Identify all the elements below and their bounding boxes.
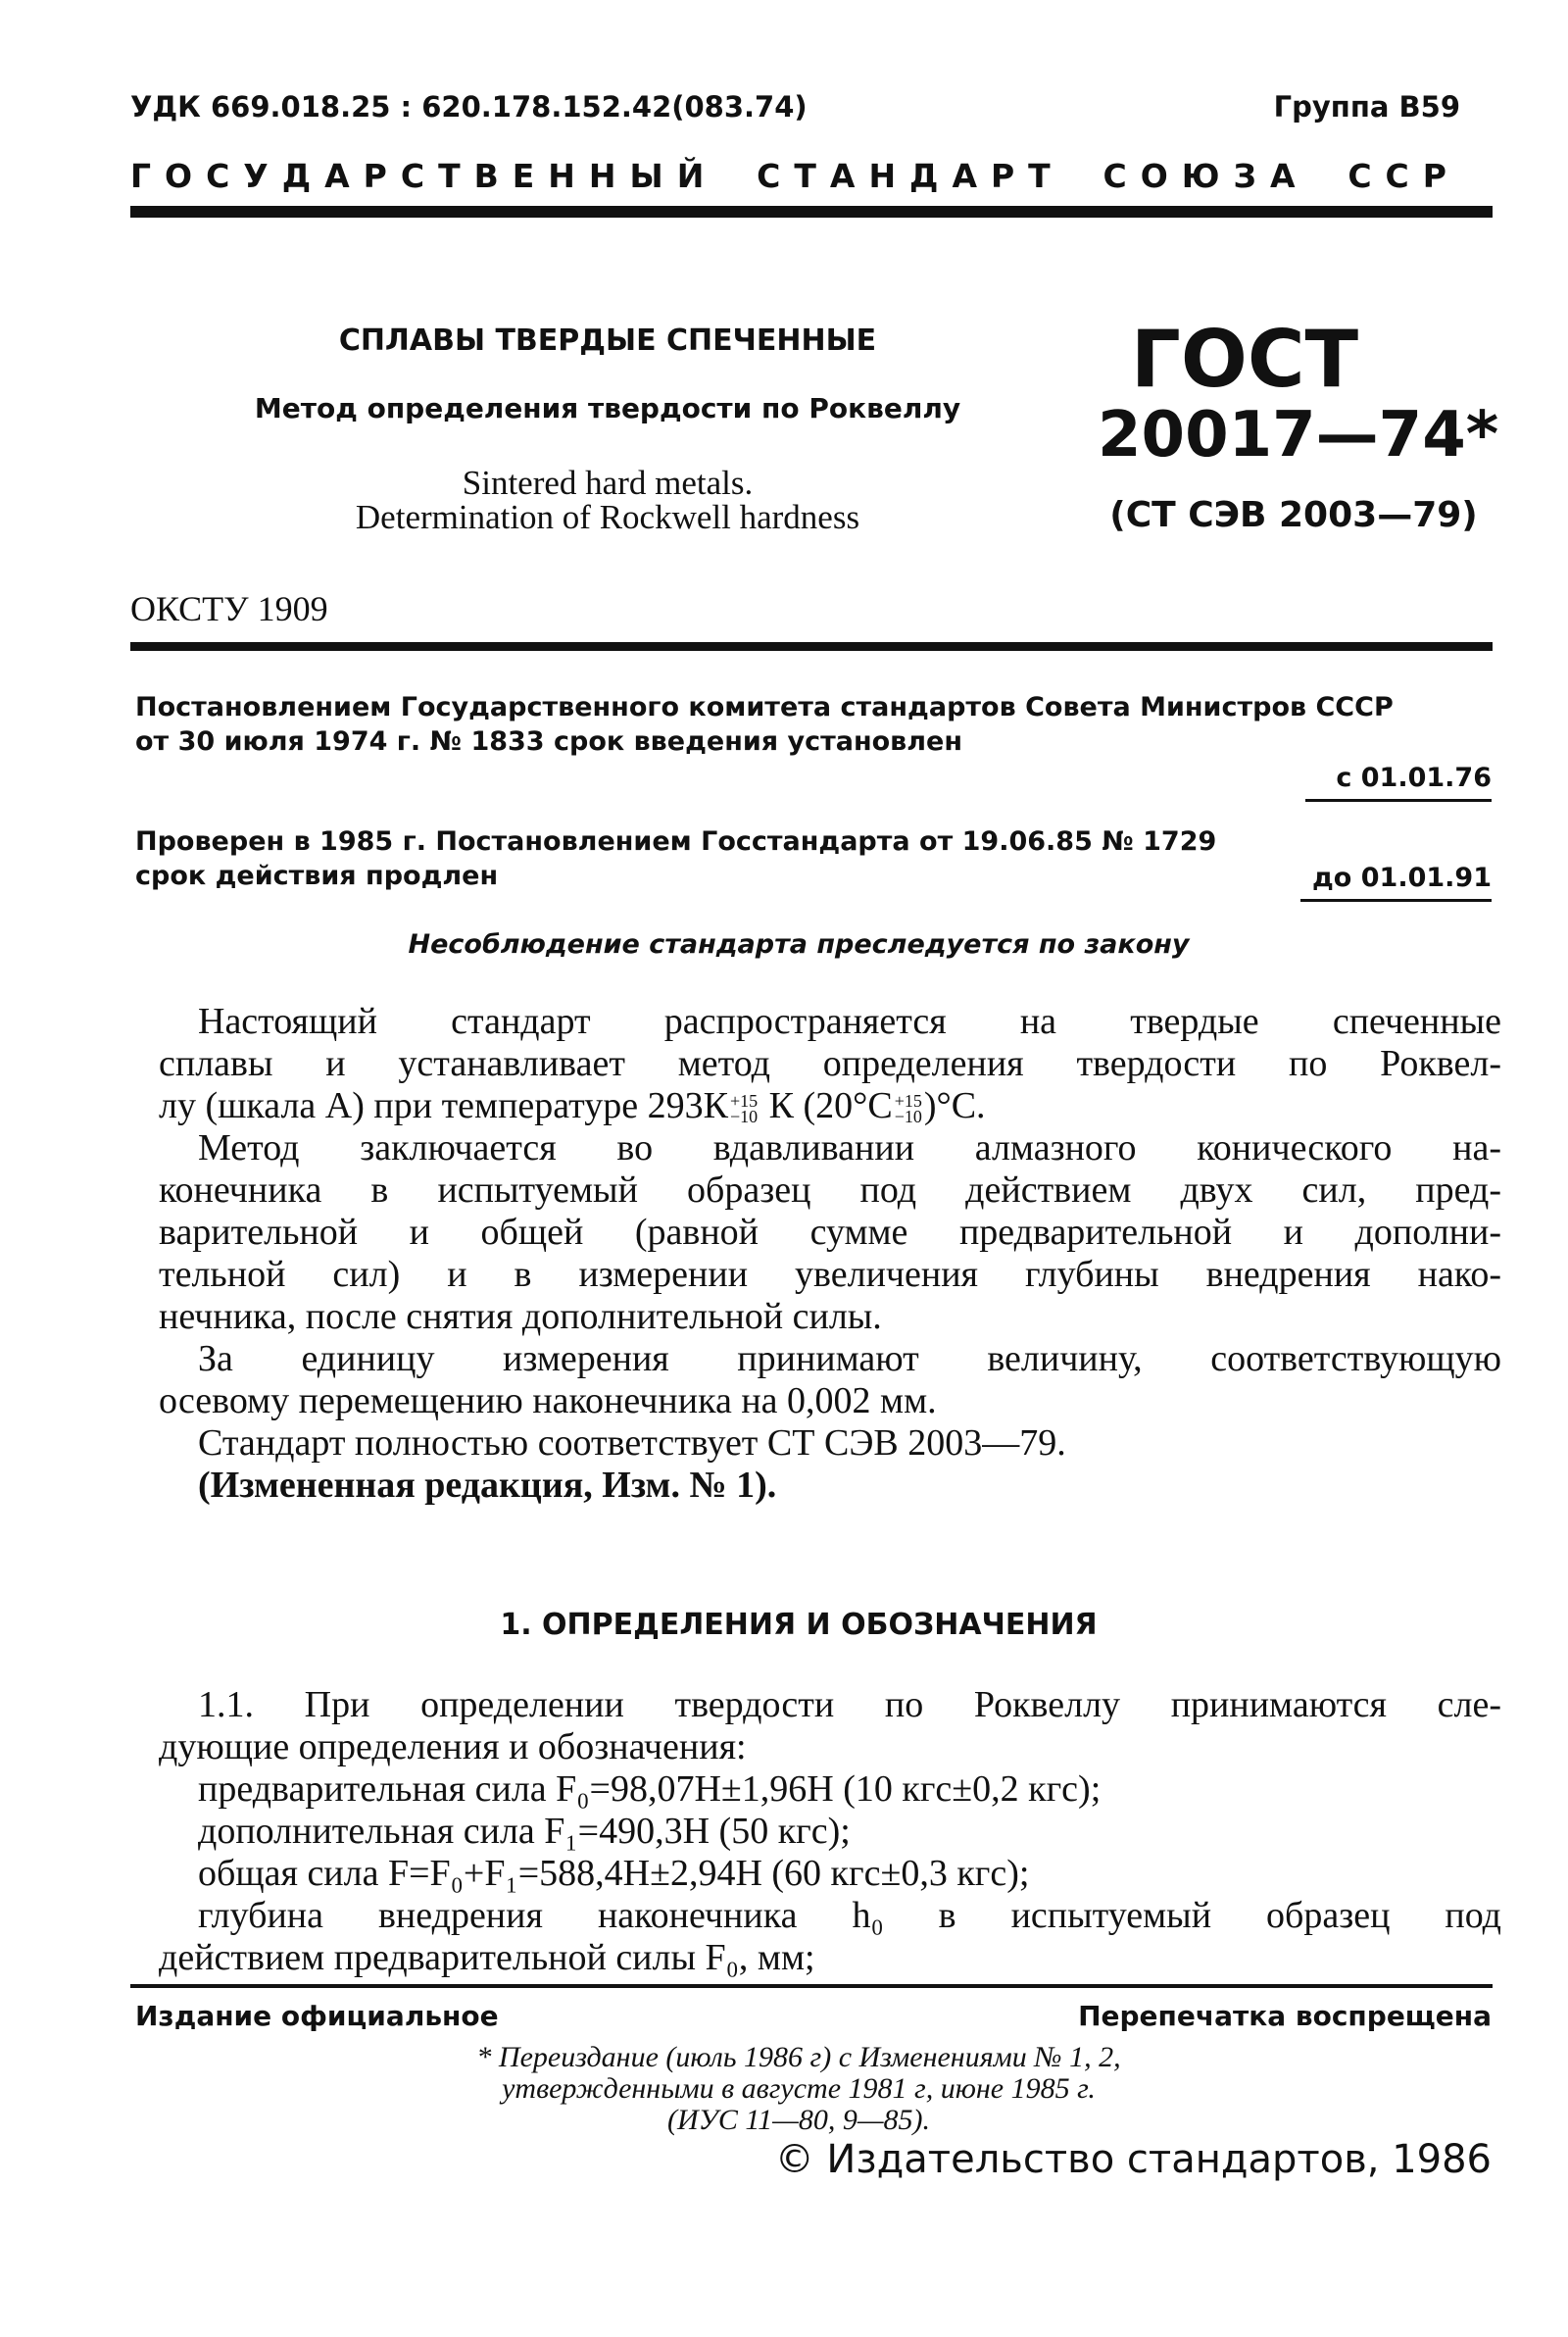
banner-word: СОЮЗА [1102, 157, 1309, 195]
state-standard-banner [130, 157, 1460, 195]
body-line: Метод заключается во вдавливании алмазного конического на- [198, 1127, 1501, 1168]
section-line: дующие определения и обозначения: [159, 1726, 747, 1767]
english-title-line: Determination of Rockwell hardness [355, 498, 860, 536]
section-line: 1.1. При определении твердости по Роквеллу принимаются сле- [198, 1684, 1501, 1725]
document-title: СПЛАВЫ ТВЕРДЫЕ СПЕЧЕННЫЕ [338, 323, 877, 358]
tolerance [894, 1091, 922, 1127]
section-heading: 1. ОПРЕДЕЛЕНИЯ И ОБОЗНАЧЕНИЯ [500, 1608, 1098, 1642]
tolerance [729, 1091, 759, 1127]
document-subtitle: Метод определения твердости по Роквеллу [254, 392, 961, 424]
decree-text: от 30 июля 1974 г. № 1833 срок введения установлен [135, 726, 963, 757]
footer-rule [130, 1984, 1493, 1988]
body-line: Стандарт полностью соответствует СТ СЭВ 2003—79. [198, 1422, 1066, 1464]
decree-text: Постановлением Государственного комитета стандартов Совета Министров СССР [135, 692, 1394, 722]
body-line: За единицу измерения принимают величину, соответствующую [198, 1338, 1501, 1379]
definition-line: предварительная сила F₀=98,07Н±1,96Н (10 кгс±0,2 кгс); [198, 1768, 1102, 1810]
banner-word: ССР [1348, 157, 1460, 195]
gost-label: ГОСТ [1130, 314, 1359, 405]
footnote-line: (ИУС 11—80, 9—85). [667, 2104, 930, 2136]
body-line: варительной и общей (равной сумме предварительной и дополни- [159, 1212, 1501, 1253]
body-line: конечника в испытуемый образец под действием двух сил, пред- [159, 1169, 1501, 1211]
footnote-line: утвержденными в августе 1981 г, июне 1985 г. [502, 2072, 1096, 2105]
decree-text: Проверен в 1985 г. Постановлением Госстандарта от 19.06.85 № 1729 [135, 826, 1217, 857]
tolerance-plus: +15 [729, 1091, 759, 1112]
body-line: Настоящий стандарт распространяется на твердые спеченные [198, 1001, 1501, 1042]
body-line: нечника, после снятия дополнительной силы. [159, 1296, 882, 1337]
effective-date: с 01.01.76 [1305, 763, 1492, 802]
amendment-note: (Измененная редакция, Изм. № 1). [198, 1465, 777, 1506]
body-line: осевому перемещению наконечника на 0,002 мм. [159, 1380, 937, 1421]
reprint-prohibited-label: Перепечатка воспрещена [1078, 2000, 1492, 2032]
definition-line: действием предварительной силы F₀, мм; [159, 1937, 815, 1978]
banner-word: ГОСУДАРСТВЕННЫЙ [130, 157, 718, 195]
title-rule [130, 642, 1493, 651]
okstu-code: ОКСТУ 1909 [130, 589, 328, 628]
banner-word: СТАНДАРТ [757, 157, 1064, 195]
tolerance-minus: −10 [729, 1107, 759, 1127]
sev-reference: (СТ СЭВ 2003—79) [1109, 495, 1478, 535]
temperature-text: К (20°С [768, 1085, 893, 1126]
group-code: Группа В59 [1273, 90, 1460, 124]
footnote-line: * Переиздание (июль 1986 г) с Изменениями № 1, 2, [476, 2041, 1121, 2073]
definition-line: глубина внедрения наконечника h₀ в испытуемый образец под [198, 1895, 1501, 1936]
body-line: сплавы и устанавливает метод определения твердости по Роквел- [159, 1043, 1501, 1084]
body-line: тельной сил) и в измерении увеличения глубины внедрения нако- [159, 1254, 1501, 1295]
temperature-text: лу (шкала А) при температуре 293К [159, 1085, 728, 1126]
official-edition-label: Издание официальное [135, 2000, 499, 2032]
english-title-line: Sintered hard metals. [462, 464, 754, 502]
law-notice: Несоблюдение стандарта преследуется по закону [408, 929, 1190, 960]
tolerance-minus: −10 [894, 1107, 922, 1127]
body-line-temperature [159, 1084, 1501, 1127]
decree-text: срок действия продлен [135, 861, 499, 891]
definition-line: дополнительная сила F₁=490,3Н (50 кгс); [198, 1811, 851, 1852]
tolerance-plus: +15 [894, 1091, 922, 1112]
header-rule [130, 206, 1493, 218]
publisher-copyright: © Издательство стандартов, 1986 [774, 2137, 1492, 2182]
temperature-text: )°С. [923, 1085, 986, 1126]
definition-line: общая сила F=F₀+F₁=588,4Н±2,94Н (60 кгс±0,3 кгс); [198, 1853, 1030, 1894]
gost-number: 20017—74* [1098, 399, 1499, 472]
extended-date: до 01.01.91 [1300, 863, 1492, 902]
udc-code: УДК 669.018.25 : 620.178.152.42(083.74) [130, 90, 808, 124]
